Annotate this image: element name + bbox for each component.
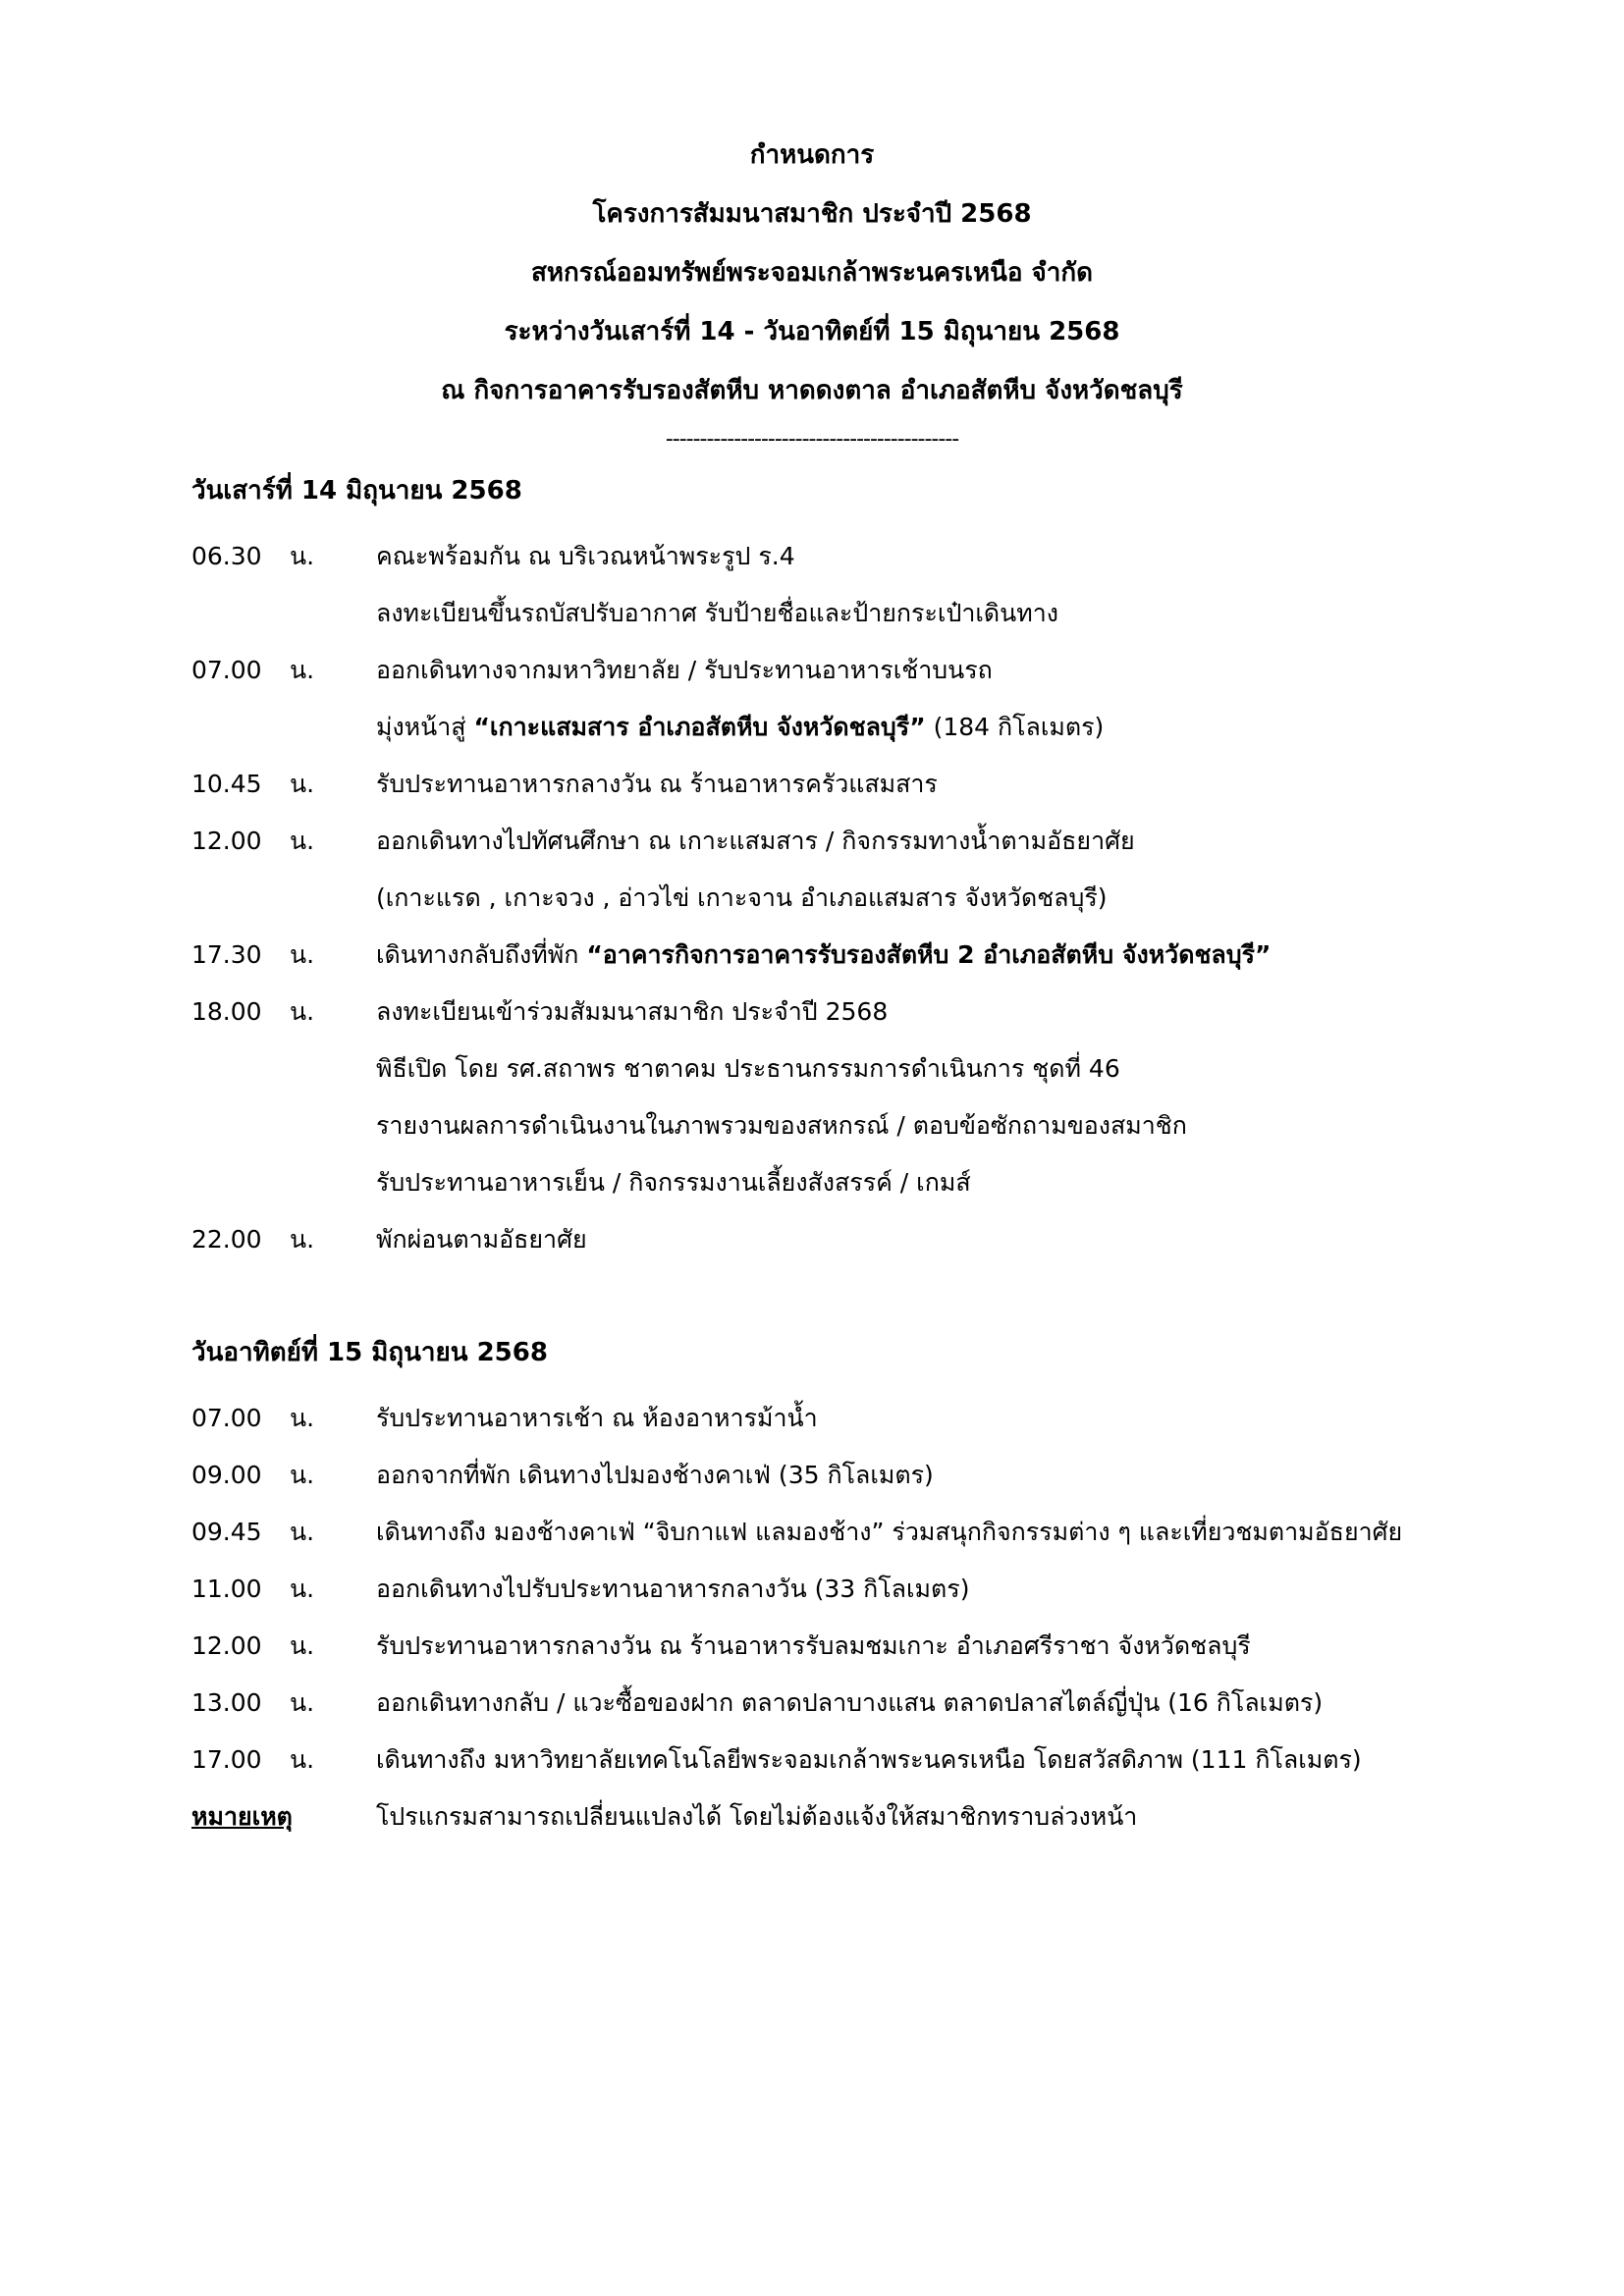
description-line [376,585,1546,642]
description-text: ลงทะเบียนเข้าร่วมสัมมนาสมาชิก ประจำปี 2568 [376,997,889,1026]
description-text: รับประทานอาหารกลางวัน ณ ร้านอาหารครัวแสมสาร [376,770,938,798]
schedule-time-unit: น. [290,1688,315,1717]
schedule-description [376,756,1546,813]
day1-section [191,471,1546,1268]
schedule-item [191,756,1546,813]
schedule-description [376,1447,1546,1504]
schedule-time-unit: น. [290,940,315,969]
schedule-time-unit: น. [290,1745,315,1774]
schedule-time: 07.00 [191,1404,262,1432]
description-text: รายงานผลการดำเนินงานในภาพรวมของสหกรณ์ / ตอบข้อซักถามของสมาชิก [376,1111,1187,1140]
description-line [376,642,1546,699]
schedule-time: 13.00 [191,1688,262,1717]
schedule-time-unit: น. [290,1404,315,1432]
day1-heading: วันเสาร์ที่ 14 มิถุนายน 2568 [191,476,522,506]
description-line [376,1732,1546,1789]
schedule-item [191,1561,1546,1618]
description-text: เดินทางถึง มหาวิทยาลัยเทคโนโลยีพระจอมเกล้าพระนครเหนือ โดยสวัสดิภาพ (111 กิโลเมตร) [376,1745,1362,1774]
description-text: คณะพร้อมกัน ณ บริเวณหน้าพระรูป ร.4 [376,542,795,570]
document-title: กำหนดการ [749,140,875,170]
schedule-description [376,1211,1546,1268]
schedule-item [191,642,1546,756]
schedule-description [376,1561,1546,1618]
organization-name: สหกรณ์ออมทรัพย์พระจอมเกล้าพระนครเหนือ จำกัด [530,258,1094,288]
header-divider: ------------------------------------------- [665,427,959,452]
description-text: (เกาะแรด , เกาะจวง , อ่าวไข่ เกาะจาน อำเภอแสมสาร จังหวัดชลบุรี) [376,883,1108,912]
description-line [376,1097,1546,1154]
description-text: ลงทะเบียนขึ้นรถบัสปรับอากาศ รับป้ายชื่อและป้ายกระเป๋าเดินทาง [376,599,1058,627]
description-line [376,699,1546,756]
schedule-time: 12.00 [191,827,262,855]
schedule-time: 09.00 [191,1461,262,1489]
description-line [376,1211,1546,1268]
description-text: ออกจากที่พัก เดินทางไปมองช้างคาเฟ่ (35 กิโลเมตร) [376,1461,934,1489]
schedule-item [191,813,1546,927]
description-text: ออกเดินทางไปทัศนศึกษา ณ เกาะแสมสาร / กิจกรรมทางน้ำตามอัธยาศัย [376,827,1135,855]
schedule-time: 18.00 [191,997,262,1026]
description-line [376,984,1546,1041]
description-text: (184 กิโลเมตร) [925,713,1105,741]
schedule-item [191,1618,1546,1675]
description-text: รับประทานอาหารกลางวัน ณ ร้านอาหารรับลมชมเกาะ อำเภอศรีราชา จังหวัดชลบุรี [376,1631,1251,1660]
event-dates: ระหว่างวันเสาร์ที่ 14 - วันอาทิตย์ที่ 15 มิถุนายน 2568 [504,317,1120,347]
document-header [0,126,1624,459]
schedule-time: 17.30 [191,940,262,969]
schedule-time-unit: น. [290,1461,315,1489]
description-text: พักผ่อนตามอัธยาศัย [376,1225,587,1254]
schedule-time: 07.00 [191,656,262,684]
description-text: เดินทางถึง มองช้างคาเฟ่ “จิบกาแฟ แลมองช้าง” ร่วมสนุกกิจกรรมต่าง ๆ และเที่ยวชมตามอัธยาศัย [376,1518,1403,1546]
schedule-item [191,927,1546,984]
schedule-time-unit: น. [290,542,315,570]
description-line [376,1447,1546,1504]
schedule-description [376,927,1546,984]
schedule-time-unit: น. [290,1225,315,1254]
note-row [191,1789,1546,1845]
schedule-description [376,1390,1546,1447]
schedule-description [376,1732,1546,1789]
description-line [376,1618,1546,1675]
schedule-description [376,528,1546,642]
description-line [376,927,1546,984]
schedule-item [191,1447,1546,1504]
description-line [376,1390,1546,1447]
schedule-time: 11.00 [191,1575,262,1603]
schedule-time-unit: น. [290,997,315,1026]
description-line [376,870,1546,927]
schedule-description [376,1618,1546,1675]
schedule-description [376,1504,1546,1561]
schedule-time: 12.00 [191,1631,262,1660]
description-line [376,1154,1546,1211]
description-text: ออกเดินทางกลับ / แวะซื้อของฝาก ตลาดปลาบางแสน ตลาดปลาสไตล์ญี่ปุ่น (16 กิโลเมตร) [376,1688,1324,1717]
description-text: เดินทางกลับถึงที่พัก [376,940,587,969]
description-line [376,1561,1546,1618]
description-line [376,756,1546,813]
schedule-item [191,1732,1546,1789]
schedule-description [376,1675,1546,1732]
description-line [376,1504,1546,1561]
schedule-time: 22.00 [191,1225,262,1254]
day1-schedule [191,528,1546,1268]
schedule-time-unit: น. [290,656,315,684]
description-text: ออกเดินทางไปรับประทานอาหารกลางวัน (33 กิโลเมตร) [376,1575,970,1603]
description-text: พิธีเปิด โดย รศ.สถาพร ชาตาคม ประธานกรรมการดำเนินการ ชุดที่ 46 [376,1054,1120,1083]
day2-section [191,1333,1546,1845]
description-text: รับประทานอาหารเช้า ณ ห้องอาหารม้าน้ำ [376,1404,818,1432]
description-line [376,528,1546,585]
schedule-description [376,813,1546,927]
note-label: หมายเหตุ [191,1802,293,1831]
schedule-item [191,528,1546,642]
schedule-item [191,1504,1546,1561]
highlight-text: “อาคารกิจการอาคารรับรองสัตหีบ 2 อำเภอสัตหีบ จังหวัดชลบุรี” [586,940,1272,969]
schedule-time: 09.45 [191,1518,262,1546]
schedule-item [191,1390,1546,1447]
schedule-time-unit: น. [290,770,315,798]
project-name: โครงการสัมมนาสมาชิก ประจำปี 2568 [592,199,1032,229]
schedule-item [191,1211,1546,1268]
schedule-item [191,1675,1546,1732]
schedule-description [376,642,1546,756]
description-line [376,1675,1546,1732]
schedule-time: 06.30 [191,542,262,570]
highlight-text: “เกาะแสมสาร อำเภอสัตหีบ จังหวัดชลบุรี” [473,713,926,741]
day2-heading: วันอาทิตย์ที่ 15 มิถุนายน 2568 [191,1338,548,1367]
schedule-time-unit: น. [290,1631,315,1660]
schedule-time-unit: น. [290,827,315,855]
day2-schedule [191,1390,1546,1789]
schedule-description [376,984,1546,1211]
schedule-time: 17.00 [191,1745,262,1774]
event-venue: ณ กิจการอาคารรับรองสัตหีบ หาดดงตาล อำเภอสัตหีบ จังหวัดชลบุรี [441,376,1183,405]
schedule-time-unit: น. [290,1518,315,1546]
note-text: โปรแกรมสามารถเปลี่ยนแปลงได้ โดยไม่ต้องแจ้งให้สมาชิกทราบล่วงหน้า [376,1802,1138,1831]
description-text: ออกเดินทางจากมหาวิทยาลัย / รับประทานอาหารเช้าบนรถ [376,656,993,684]
schedule-item [191,984,1546,1211]
description-text: รับประทานอาหารเย็น / กิจกรรมงานเลี้ยงสังสรรค์ / เกมส์ [376,1168,971,1197]
description-line [376,1041,1546,1097]
schedule-time: 10.45 [191,770,262,798]
description-text: มุ่งหน้าสู่ [376,713,474,741]
schedule-time-unit: น. [290,1575,315,1603]
description-line [376,813,1546,870]
